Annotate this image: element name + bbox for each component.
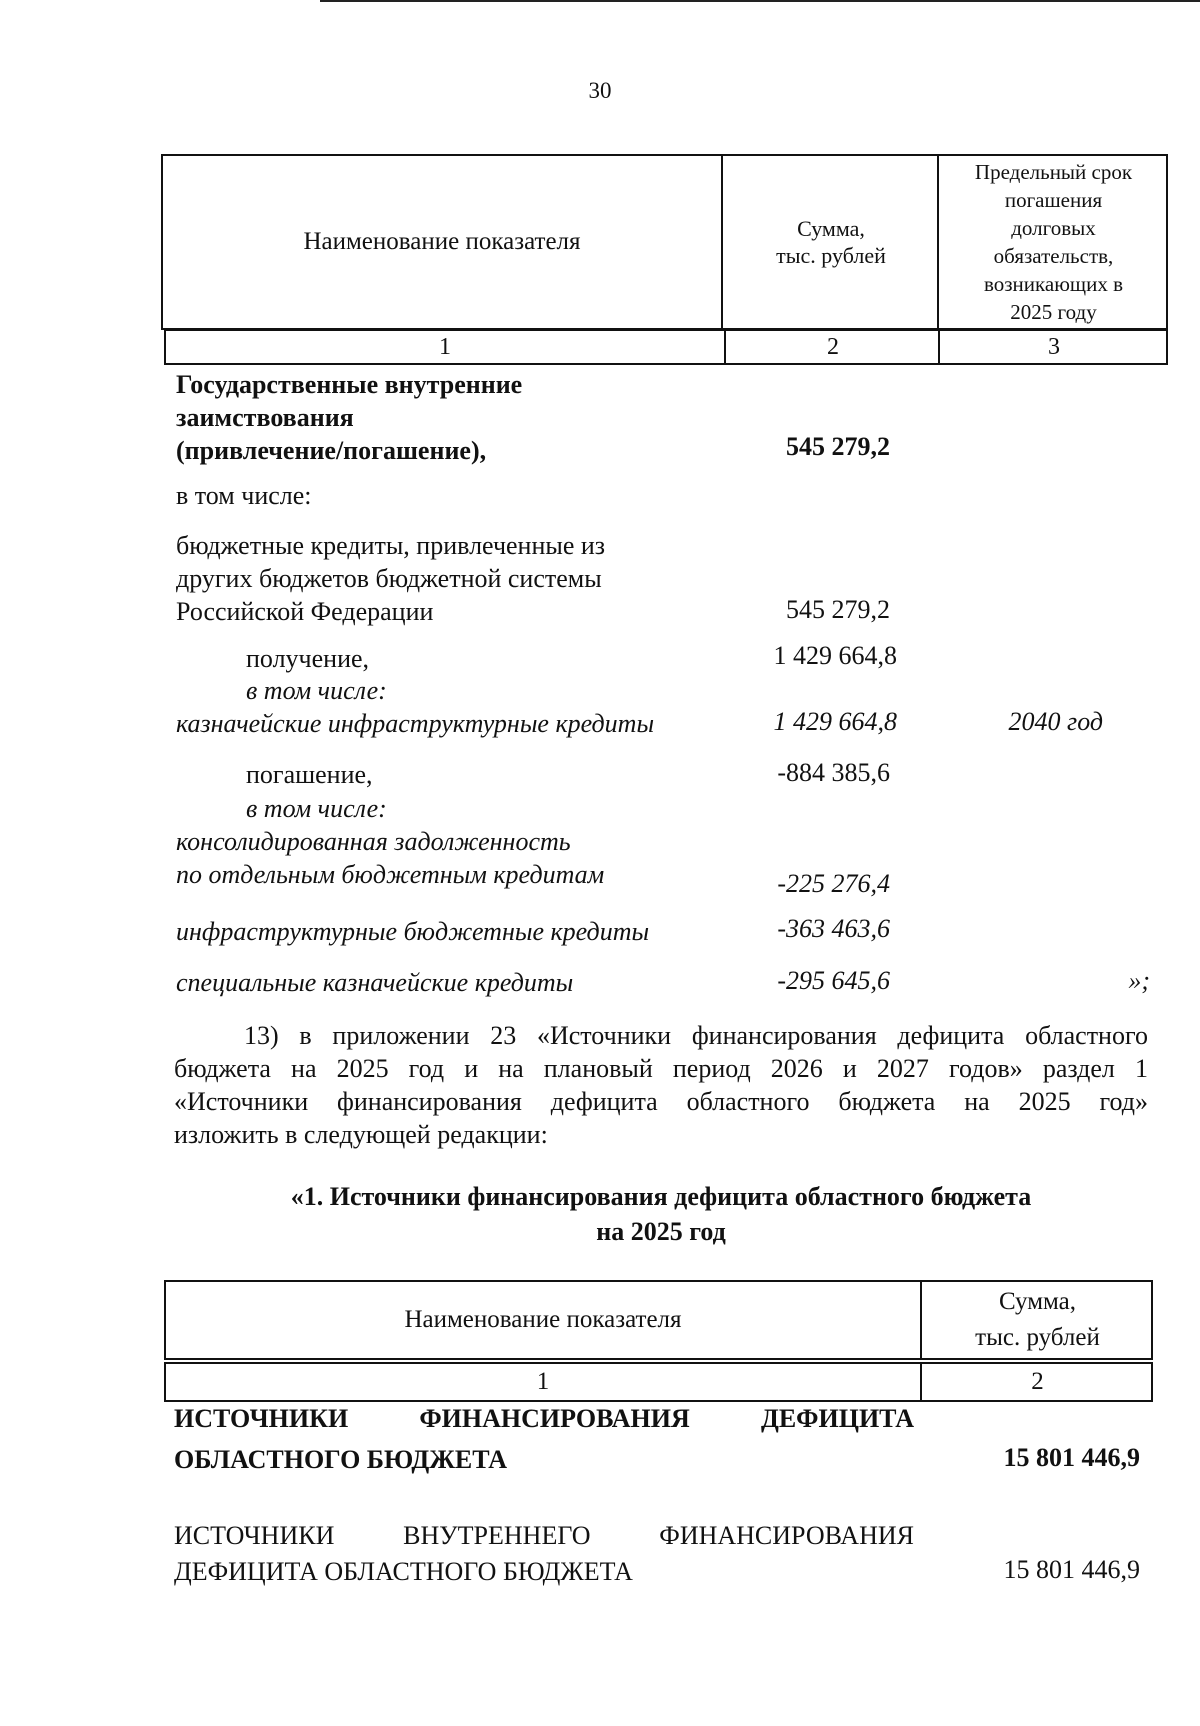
term-line: долговых bbox=[1011, 216, 1096, 240]
term-line: 2025 году bbox=[1010, 300, 1097, 324]
paragraph-line: бюджета на 2025 год и на плановый период 2026 и 2027 годов» раздел 1 bbox=[174, 1054, 1148, 1083]
column-number: 2 bbox=[724, 331, 940, 363]
special-treasury-amount: -295 645,6 bbox=[777, 966, 890, 995]
column-number: 1 bbox=[439, 333, 451, 360]
table1-header-term bbox=[937, 156, 1168, 328]
heading-word: ФИНАНСИРОВАНИЯ bbox=[659, 1521, 914, 1550]
state-borrowing-label bbox=[176, 368, 522, 467]
paragraph-line: «Источники финансирования дефицита областного бюджета на 2025 год» bbox=[174, 1087, 1148, 1116]
including-label: в том числе: bbox=[176, 481, 312, 510]
sum-unit: тыс. рублей bbox=[975, 1324, 1100, 1351]
table1-header-sum bbox=[721, 156, 939, 328]
receipt-including: в том числе: bbox=[246, 676, 387, 705]
table2-header-sum bbox=[920, 1282, 1153, 1358]
amendment-paragraph bbox=[174, 1019, 1148, 1151]
top-border-line bbox=[320, 0, 1200, 2]
section-title-line2: на 2025 год bbox=[596, 1217, 726, 1246]
column-number: 1 bbox=[536, 1368, 550, 1395]
table1-header-name: Наименование показателя bbox=[303, 228, 581, 255]
label-line: заимствования bbox=[176, 403, 354, 432]
label-line: других бюджетов бюджетной системы bbox=[176, 564, 602, 593]
term-line: обязательств, bbox=[993, 244, 1114, 268]
table2-header bbox=[164, 1280, 1153, 1360]
consolidated-amount: -225 276,4 bbox=[777, 869, 890, 898]
repayment-amount: -884 385,6 bbox=[777, 758, 890, 787]
heading-word: ФИНАНСИРОВАНИЯ bbox=[419, 1404, 690, 1433]
closing-quote: »; bbox=[1128, 966, 1150, 995]
label-line: бюджетные кредиты, привлеченные из bbox=[176, 531, 606, 560]
heading-word: ДЕФИЦИТА bbox=[760, 1404, 914, 1433]
consolidated-label bbox=[176, 825, 604, 891]
label-line: консолидированная задолженность bbox=[176, 827, 571, 856]
heading-word: ИСТОЧНИКИ bbox=[174, 1404, 349, 1433]
column-number: 3 bbox=[938, 331, 1168, 363]
sources-total-line1 bbox=[174, 1400, 914, 1438]
label-line: Государственные внутренние bbox=[176, 370, 523, 399]
term-line: погашения bbox=[1004, 188, 1103, 212]
treasury-infra-label: казначейские инфраструктурные кредиты bbox=[176, 709, 655, 738]
internal-sources-line2: ДЕФИЦИТА ОБЛАСТНОГО БЮДЖЕТА bbox=[174, 1557, 633, 1586]
sum-label: Сумма, bbox=[998, 1288, 1077, 1315]
sources-total-amount: 15 801 446,9 bbox=[1003, 1443, 1140, 1472]
receipt-amount: 1 429 664,8 bbox=[773, 641, 897, 670]
treasury-infra-term: 2040 год bbox=[1008, 707, 1103, 736]
label-line: по отдельным бюджетным кредитам bbox=[176, 860, 605, 889]
table2-header-name: Наименование показателя bbox=[404, 1306, 682, 1333]
internal-sources-amount: 15 801 446,9 bbox=[1003, 1555, 1140, 1584]
table1-header bbox=[161, 154, 1168, 330]
budget-credits-amount: 545 279,2 bbox=[786, 595, 890, 624]
internal-sources-line1 bbox=[174, 1517, 914, 1555]
infra-budget-label: инфраструктурные бюджетные кредиты bbox=[176, 917, 650, 946]
sources-total-line2: ОБЛАСТНОГО БЮДЖЕТА bbox=[174, 1445, 508, 1474]
table2-column-numbers bbox=[164, 1362, 1153, 1402]
section-title-line1: «1. Источники финансирования дефицита областного бюджета bbox=[290, 1182, 1032, 1211]
term-line: возникающих в bbox=[983, 272, 1123, 296]
sum-unit: тыс. рублей bbox=[776, 243, 886, 268]
state-borrowing-amount: 545 279,2 bbox=[786, 432, 890, 461]
paragraph-line: изложить в следующей редакции: bbox=[174, 1120, 548, 1149]
table1-column-numbers bbox=[164, 329, 1168, 365]
infra-budget-amount: -363 463,6 bbox=[777, 914, 890, 943]
heading-word: ИСТОЧНИКИ bbox=[174, 1521, 335, 1550]
label-line: Российской Федерации bbox=[176, 597, 434, 626]
heading-word: ВНУТРЕННЕГО bbox=[403, 1521, 591, 1550]
sum-label: Сумма, bbox=[797, 216, 865, 241]
repayment-label: погашение, bbox=[246, 760, 373, 789]
treasury-infra-amount: 1 429 664,8 bbox=[773, 707, 897, 736]
term-line: Предельный срок bbox=[974, 160, 1133, 184]
budget-credits-label bbox=[176, 529, 605, 628]
label-line: (привлечение/погашение), bbox=[176, 436, 487, 465]
column-number: 2 bbox=[920, 1364, 1153, 1400]
page-number: 30 bbox=[588, 78, 612, 103]
repayment-including: в том числе: bbox=[246, 794, 387, 823]
receipt-label: получение, bbox=[246, 644, 370, 673]
paragraph-line: 13) в приложении 23 «Источники финансирования дефицита областного bbox=[244, 1021, 1148, 1050]
special-treasury-label: специальные казначейские кредиты bbox=[176, 968, 574, 997]
